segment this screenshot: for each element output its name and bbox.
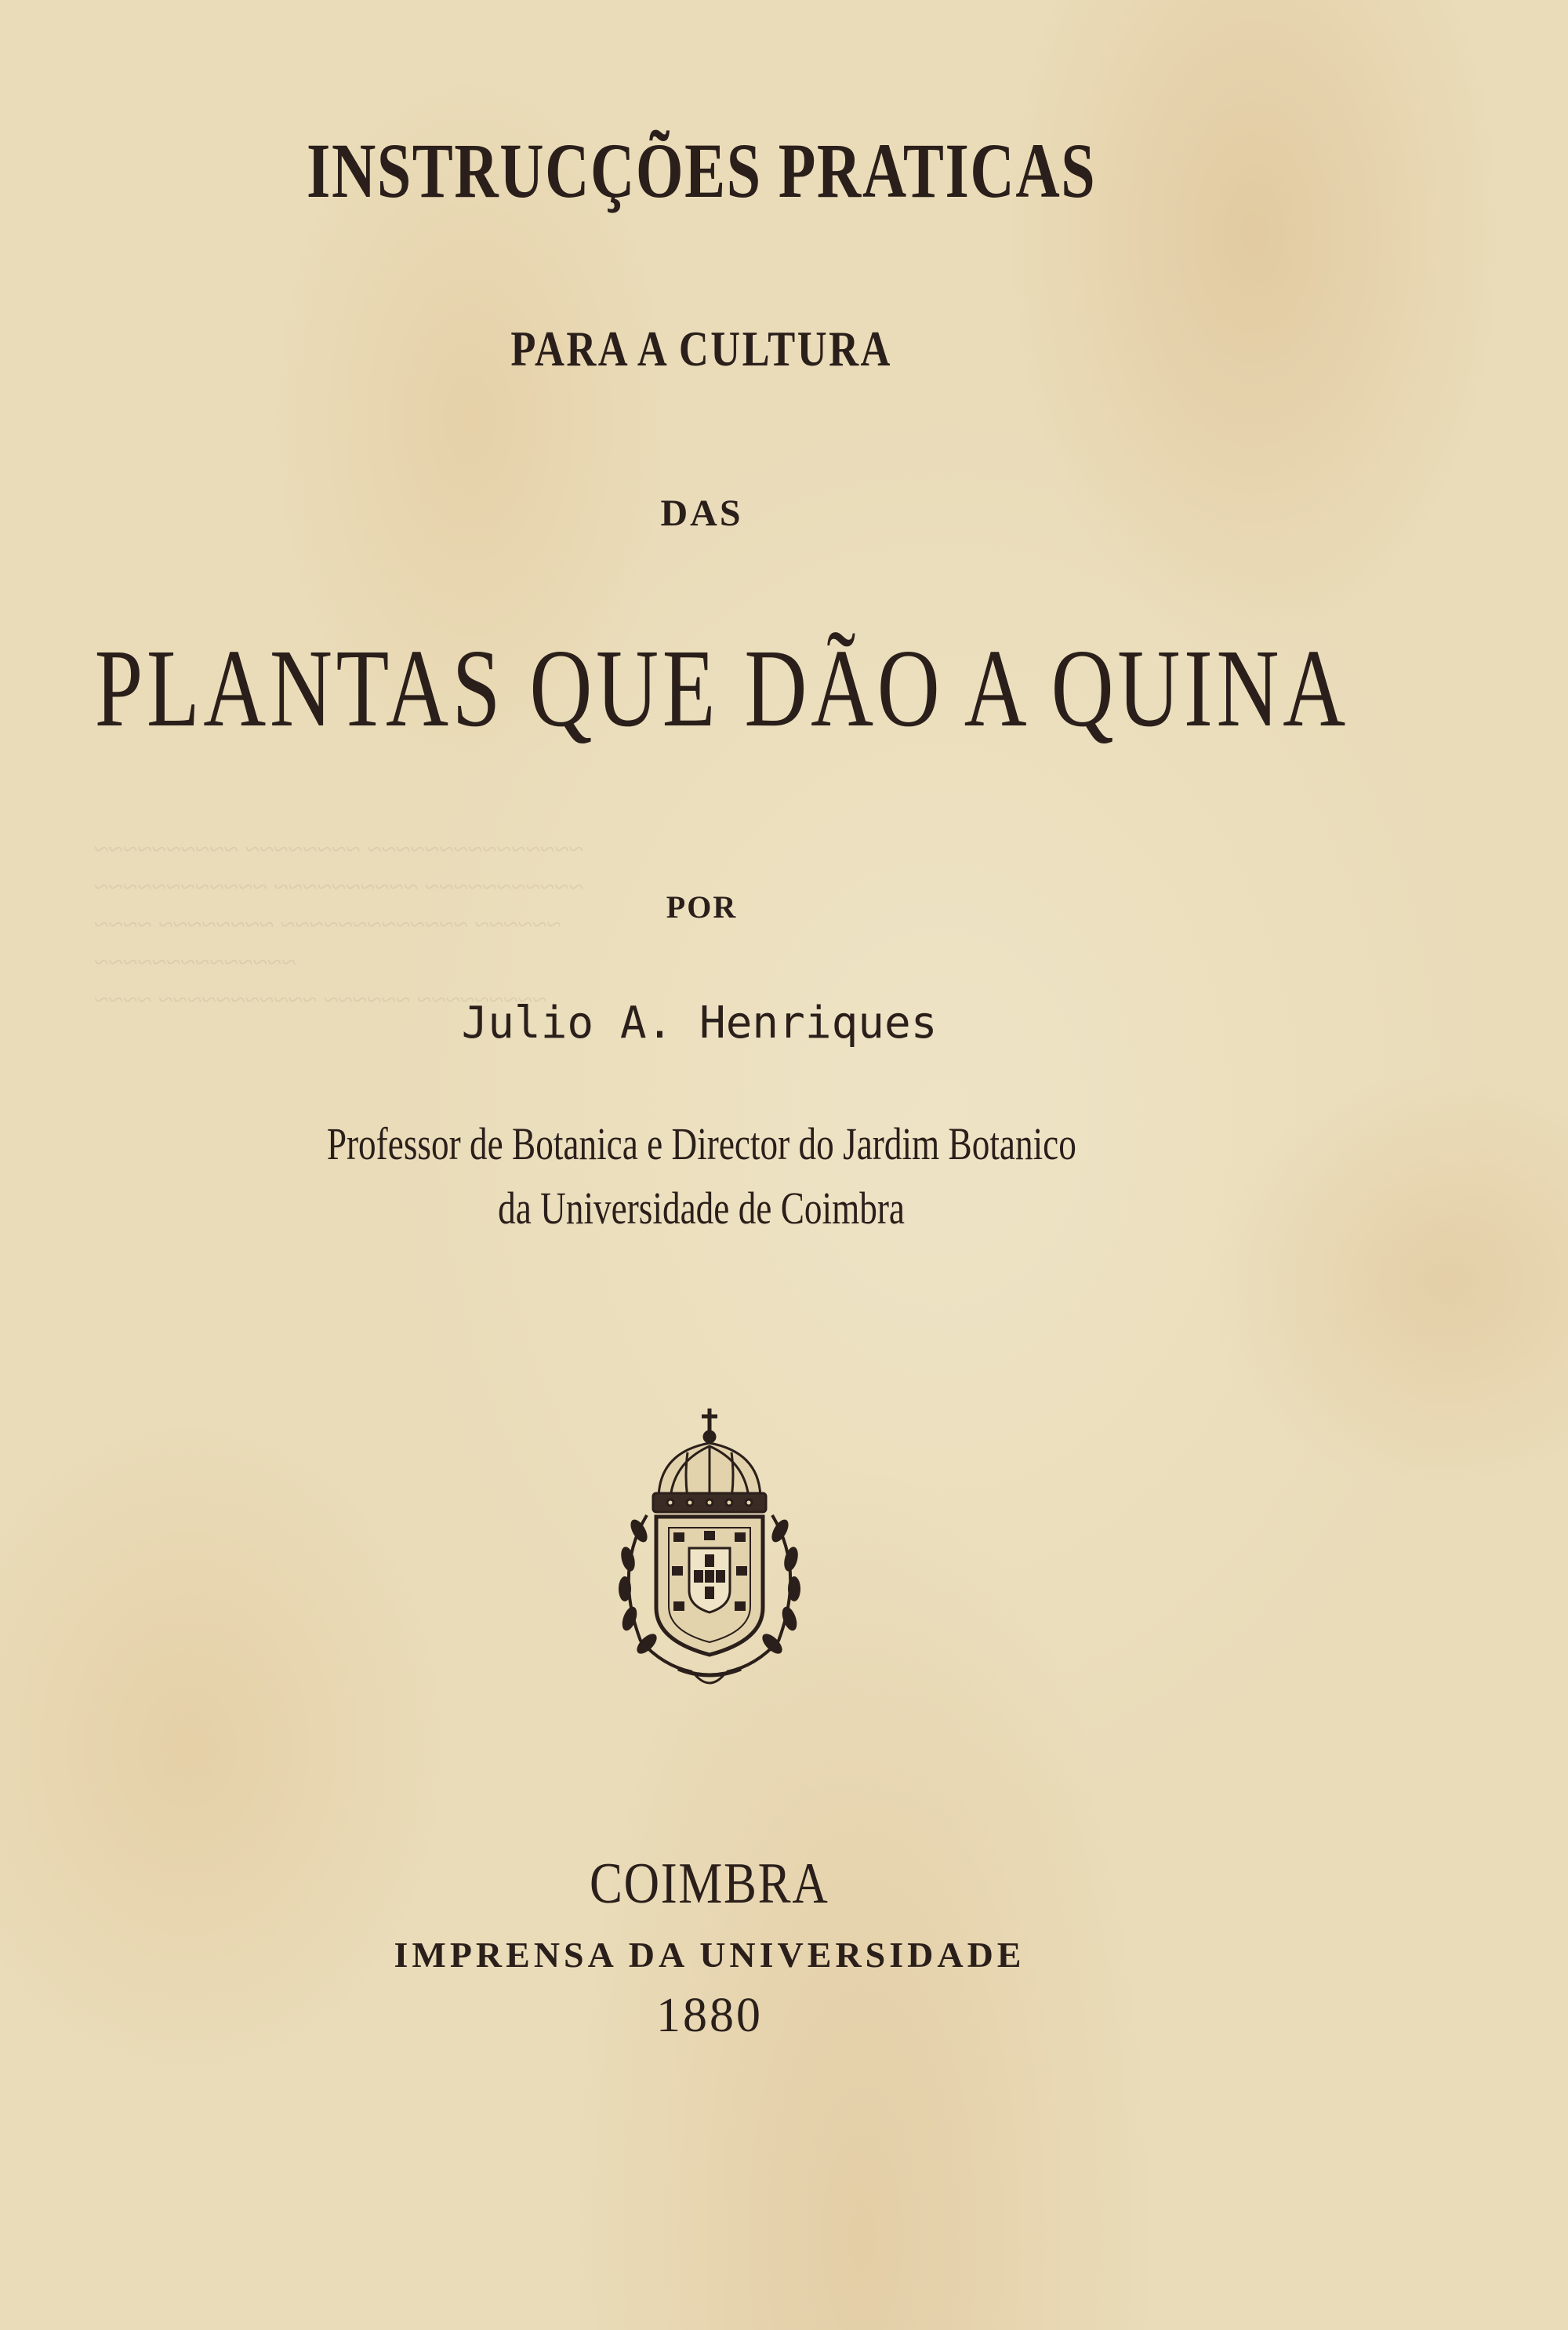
author-role-line-1: Professor de Botanica e Director do Jardim Botanico: [326, 1118, 1077, 1169]
city: COIMBRA: [590, 1852, 829, 1916]
author-role-line-2: da Universidade de Coimbra: [498, 1183, 906, 1234]
bleed-through-text: ~~~~~~~~~~~~~~~ ~~~~~~~~ ~~~~~~~~~~ ~~~~~~~~~~~ ~~~~~~~~~~ ~~~~~~~~~~~~ ~~~~~~ ~~~~~~~~~~~~~ ~~~~~~~~ ~~~~ ~~~~~~~~~~~~~~ ~~~~~~~~~ ~~~~~~ ~~~~~~~~~~~ ~~~~: [94, 835, 584, 1015]
author-name: Julio A. Henriques: [461, 998, 938, 1049]
by-label: POR: [666, 889, 738, 925]
year: 1880: [656, 1989, 763, 2042]
publisher: IMPRENSA DA UNIVERSIDADE: [394, 1935, 1025, 1975]
royal-coat-of-arms-icon: [592, 1405, 827, 1692]
title-line-2: PARA A CULTURA: [510, 321, 893, 376]
title-line-1: INSTRUCÇÕES PRATICAS: [307, 127, 1097, 214]
title-line-3: DAS: [660, 493, 743, 534]
main-title: PLANTAS QUE DÃO A QUINA: [94, 626, 1349, 750]
